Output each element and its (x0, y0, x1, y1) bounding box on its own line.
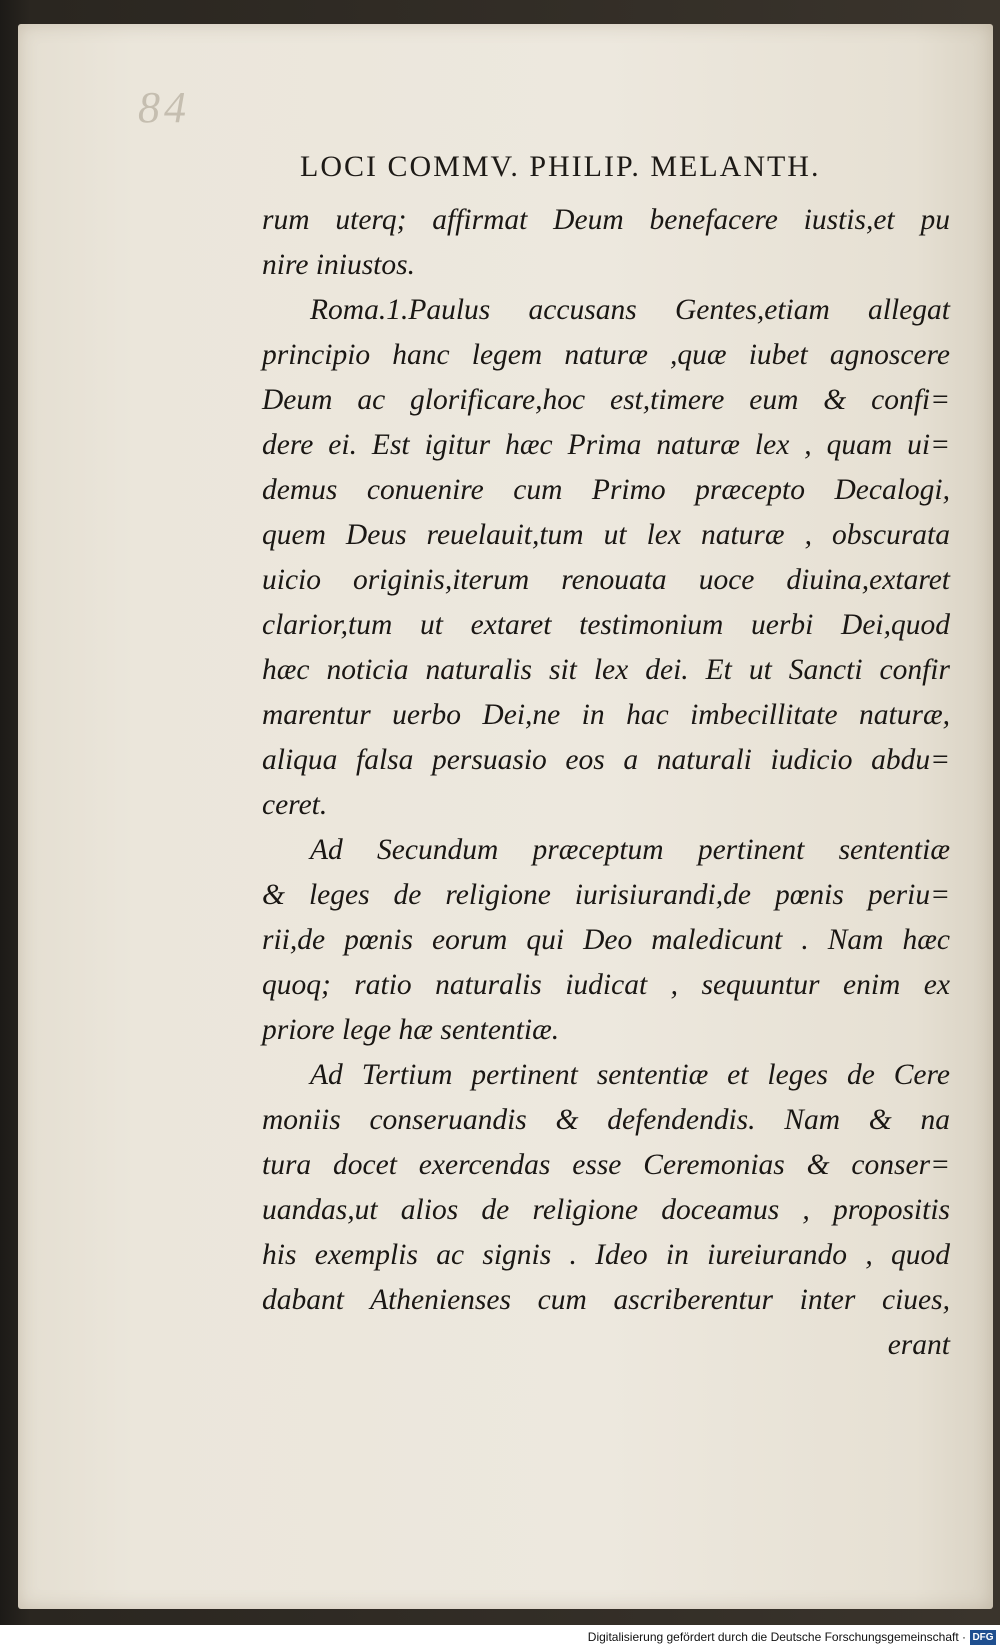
text-line: Deum ac glorificare,hoc est,timere eum & confi= (262, 384, 950, 416)
text-line: dabant Athenienses cum ascriberentur inter ciues, (262, 1284, 950, 1316)
text-line: demus conuenire cum Primo præcepto Decalogi, (262, 474, 950, 506)
footer-credit: Digitalisierung gefördert durch die Deutsche Forschungsgemeinschaft · (587, 1630, 966, 1644)
text-line: moniis conseruandis & defendendis. Nam & na (262, 1104, 950, 1136)
text-line: Roma.1.Paulus accusans Gentes,etiam allegat (310, 294, 950, 326)
text-line: Ad Secundum præceptum pertinent sententiæ (310, 834, 950, 866)
text-line: aliqua falsa persuasio eos a naturali iudicio abdu= (262, 744, 950, 776)
text-line: nire iniustos. (262, 249, 415, 281)
text-line: hæc noticia naturalis sit lex dei. Et ut Sancti confir (262, 654, 950, 686)
text-line: erant (887, 1329, 950, 1361)
text-line: rii,de pœnis eorum qui Deo maledicunt . Nam hæc (262, 924, 950, 956)
running-header: LOCI COMMV. PHILIP. MELANTH. (300, 150, 821, 183)
text-line: Ad Tertium pertinent sententiæ et leges de Cere (310, 1059, 950, 1091)
text-line: ceret. (262, 789, 328, 821)
text-line: his exemplis ac signis . Ideo in iureiurando , quod (262, 1239, 950, 1271)
text-line: quem Deus reuelauit,tum ut lex naturæ , obscurata (262, 519, 950, 551)
text-line: uandas,ut alios de religione doceamus , propositis (262, 1194, 950, 1226)
text-line: priore lege hæ sententiæ. (262, 1014, 560, 1046)
text-line: dere ei. Est igitur hæc Prima naturæ lex , quam ui= (262, 429, 950, 461)
text-line: uicio originis,iterum renouata uoce diuina,extaret (262, 564, 950, 596)
text-line: clarior,tum ut extaret testimonium uerbi Dei,quod (262, 609, 950, 641)
text-line: tura docet exercendas esse Ceremonias & conser= (262, 1149, 950, 1181)
dfg-logo-icon: DFG (970, 1630, 996, 1645)
text-line: principio hanc legem naturæ ,quæ iubet agnoscere (262, 339, 950, 371)
folio-number: 84 (138, 83, 190, 132)
text-line: rum uterq; affirmat Deum benefacere iustis,et pu (262, 204, 950, 236)
footer-bar (0, 1625, 1000, 1648)
page-body-text (262, 198, 950, 1368)
text-line: & leges de religione iurisiurandi,de pœnis periu= (262, 879, 950, 911)
text-line: marentur uerbo Dei,ne in hac imbecillitate naturæ, (262, 699, 950, 731)
text-line: quoq; ratio naturalis iudicat , sequuntur enim ex (262, 969, 950, 1001)
